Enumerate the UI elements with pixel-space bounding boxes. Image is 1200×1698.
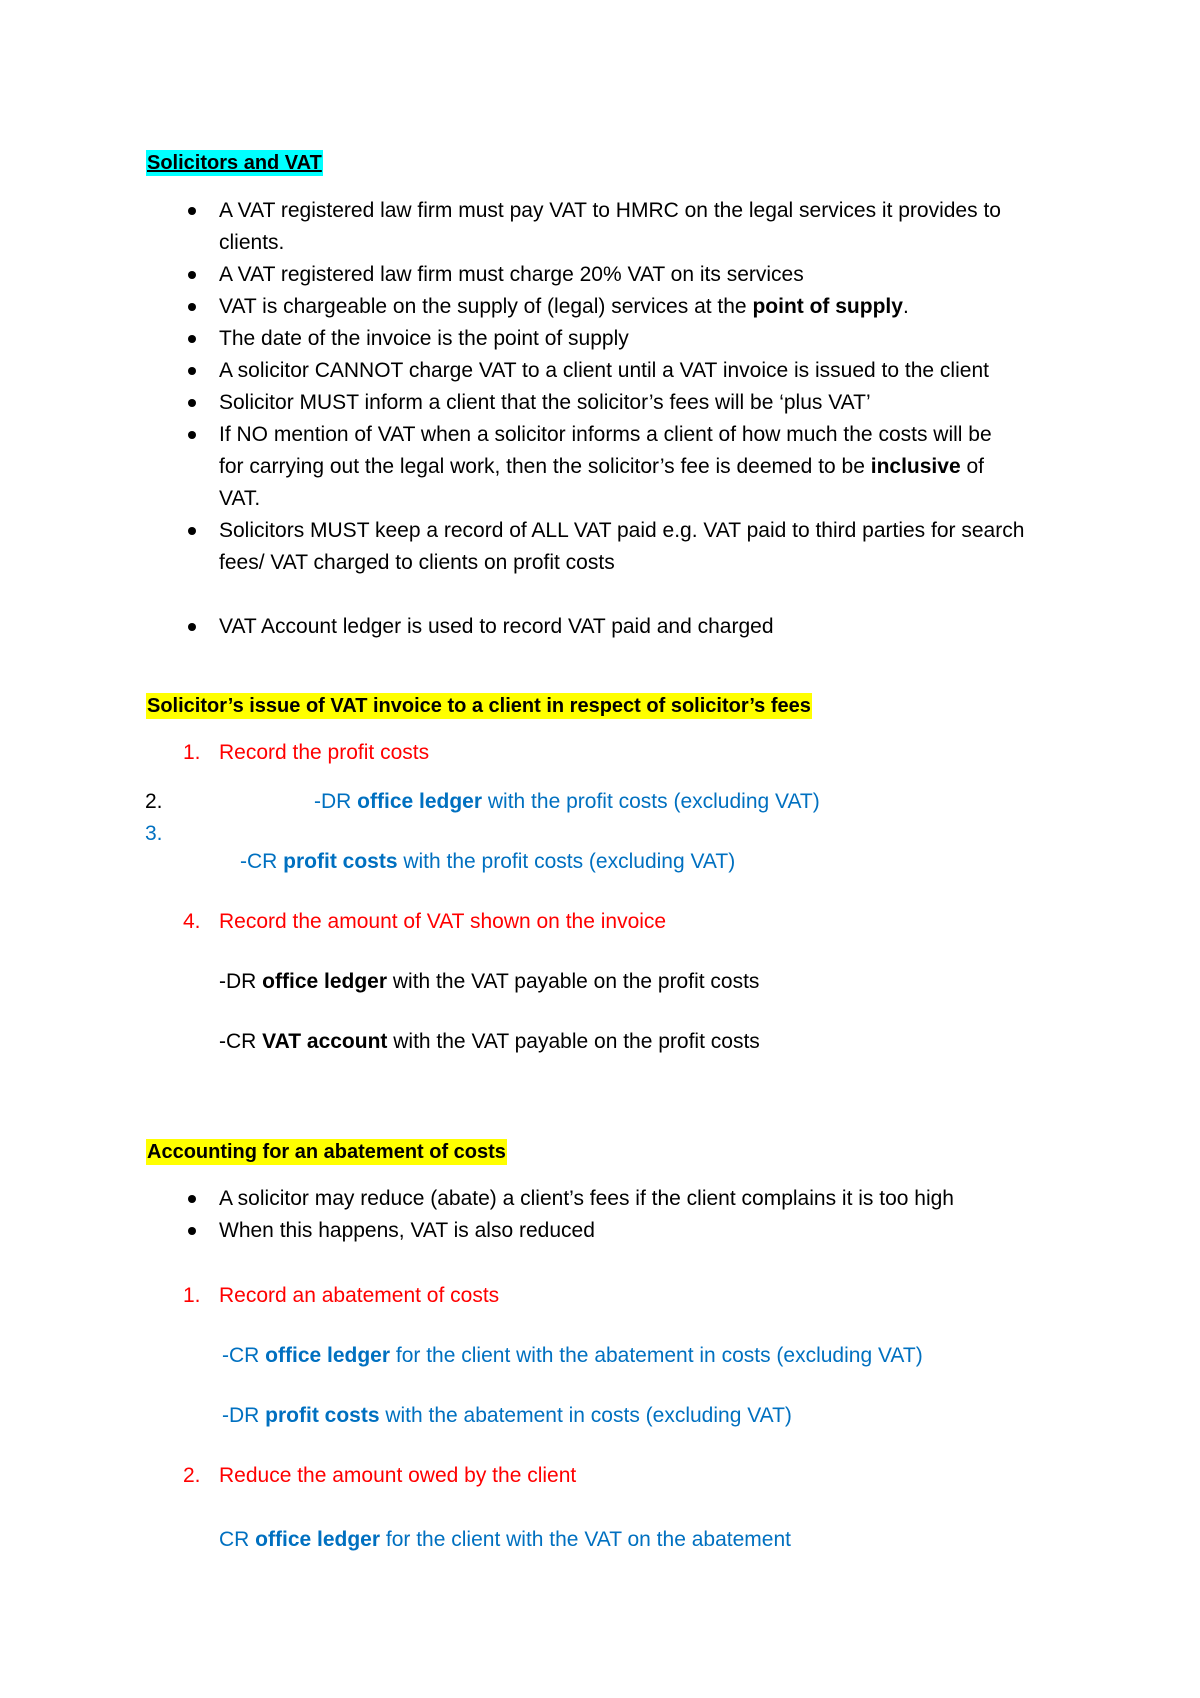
list-item-continuation: for carrying out the legal work, then the solicitor’s fee is deemed to be inclusive of — [219, 455, 984, 478]
step-number: 1. — [183, 1284, 201, 1307]
list-item: If NO mention of VAT when a solicitor informs a client of how much the costs will be — [219, 423, 992, 446]
list-item: When this happens, VAT is also reduced — [219, 1219, 595, 1242]
bullet-icon — [188, 1195, 196, 1203]
bullet-icon — [188, 207, 196, 215]
step-title: Reduce the amount owed by the client — [219, 1464, 577, 1487]
ledger-entry: -CR VAT account with the VAT payable on the profit costs — [219, 1030, 760, 1053]
ledger-entry: -DR office ledger with the profit costs (excluding VAT) — [314, 790, 820, 813]
bullet-icon — [188, 303, 196, 311]
bullet-icon — [188, 527, 196, 535]
step-number: 4. — [183, 910, 201, 933]
bullet-icon — [188, 431, 196, 439]
step-title: Record an abatement of costs — [219, 1284, 500, 1307]
list-item-continuation: fees/ VAT charged to clients on profit costs — [219, 551, 615, 574]
list-item: Solicitor MUST inform a client that the solicitor’s fees will be ‘plus VAT’ — [219, 391, 871, 414]
ledger-entry: -DR profit costs with the abatement in costs (excluding VAT) — [222, 1404, 792, 1427]
step-number: 1. — [183, 741, 201, 764]
section-heading: Solicitors and VAT — [147, 152, 322, 174]
bullet-icon — [188, 335, 196, 343]
step-title: Record the profit costs — [219, 741, 430, 764]
list-item: A solicitor CANNOT charge VAT to a client until a VAT invoice is issued to the client — [219, 359, 989, 382]
step-number: 2. — [183, 1464, 201, 1487]
bullet-icon — [188, 1227, 196, 1235]
bullet-icon — [188, 271, 196, 279]
ledger-entry: -DR office ledger with the VAT payable on the profit costs — [219, 970, 760, 993]
list-item: VAT Account ledger is used to record VAT paid and charged — [219, 615, 774, 638]
list-item: The date of the invoice is the point of supply — [219, 327, 629, 350]
bullet-icon — [188, 399, 196, 407]
list-item: Solicitors MUST keep a record of ALL VAT paid e.g. VAT paid to third parties for search — [219, 519, 1025, 542]
section-heading: Solicitor’s issue of VAT invoice to a client in respect of solicitor’s fees — [147, 695, 811, 717]
section-heading: Accounting for an abatement of costs — [147, 1141, 506, 1163]
bullet-icon — [188, 367, 196, 375]
step-number: 2. — [145, 790, 163, 813]
list-item: VAT is chargeable on the supply of (legal) services at the point of supply. — [219, 295, 909, 318]
step-number: 3. — [145, 822, 163, 845]
ledger-entry: -CR profit costs with the profit costs (excluding VAT) — [240, 850, 736, 873]
list-item-continuation: clients. — [219, 231, 285, 254]
ledger-entry: -CR office ledger for the client with the abatement in costs (excluding VAT) — [222, 1344, 923, 1367]
step-title: Record the amount of VAT shown on the invoice — [219, 910, 667, 933]
bullet-icon — [188, 623, 196, 631]
ledger-entry: CR office ledger for the client with the VAT on the abatement — [219, 1528, 791, 1551]
list-item: A solicitor may reduce (abate) a client’s fees if the client complains it is too high — [219, 1187, 954, 1210]
list-item-continuation: VAT. — [219, 487, 261, 510]
list-item: A VAT registered law firm must pay VAT to HMRC on the legal services it provides to — [219, 199, 1001, 222]
list-item: A VAT registered law firm must charge 20% VAT on its services — [219, 263, 804, 286]
